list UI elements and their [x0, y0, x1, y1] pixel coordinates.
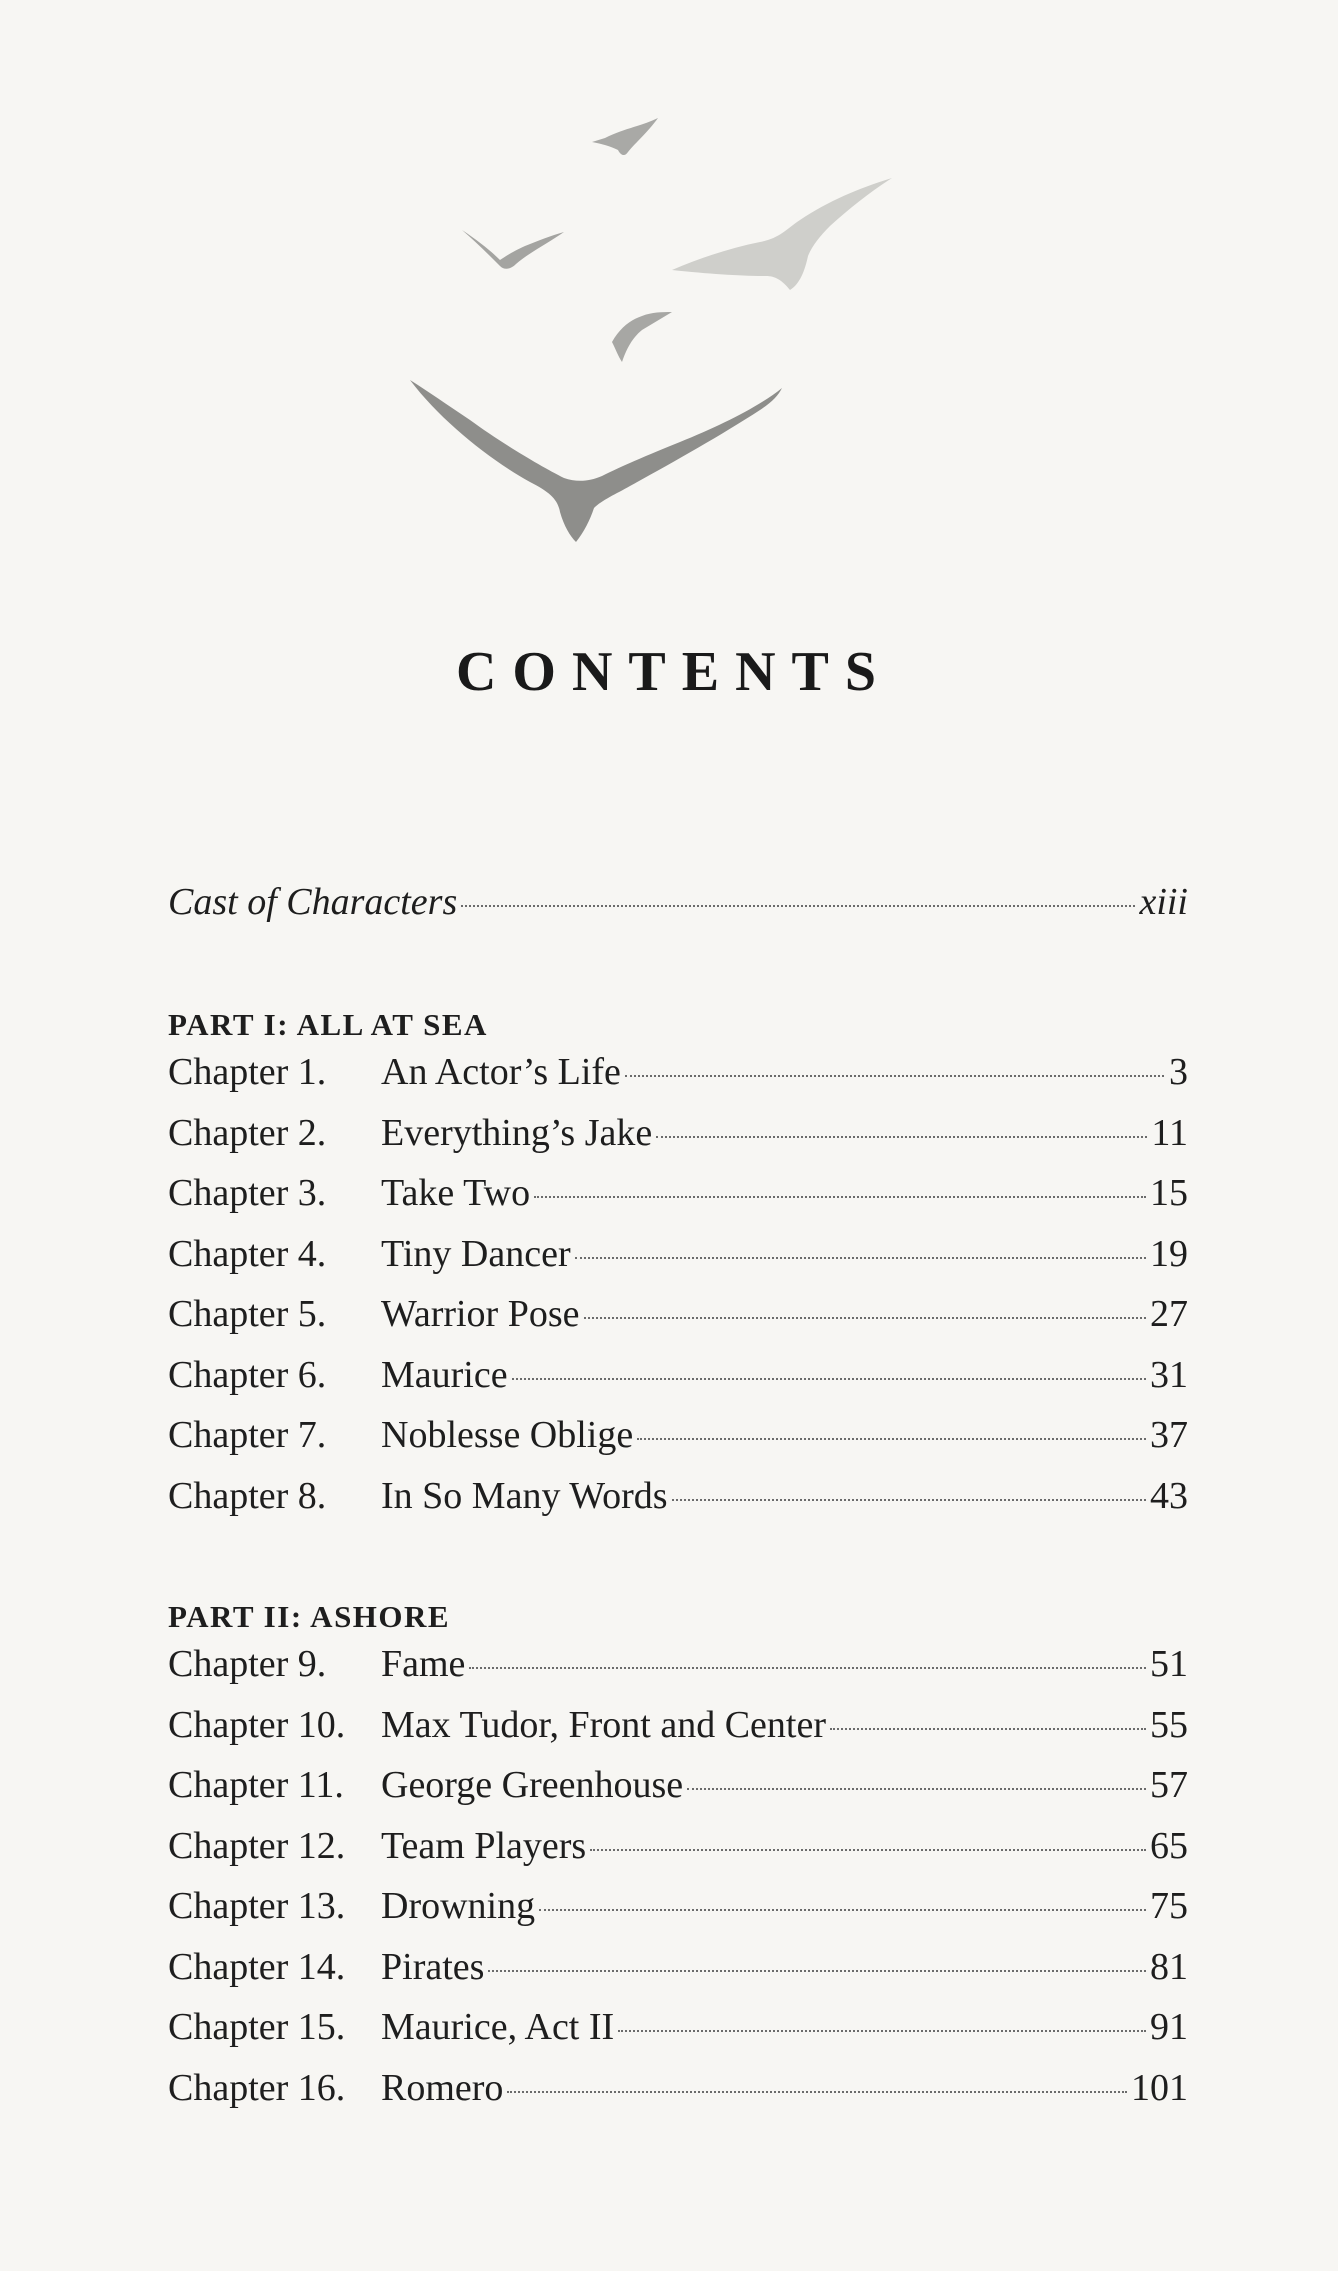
part-heading: PART I: ALL AT SEA — [168, 1007, 488, 1042]
toc-entry[interactable] — [168, 1111, 1188, 1172]
toc-entry[interactable] — [168, 1824, 1188, 1885]
chapter-number: Chapter 9. — [168, 1643, 327, 1685]
chapter-number: Chapter 16. — [168, 2066, 346, 2109]
page-number: 101 — [1131, 2066, 1188, 2109]
seagull-icon — [410, 380, 782, 542]
dot-leader — [656, 1136, 1147, 1138]
chapter-title: Noblesse Oblige — [381, 1414, 634, 1456]
dot-leader — [590, 1849, 1146, 1851]
toc-entry[interactable] — [168, 1945, 1188, 2006]
page-number: 65 — [1150, 1824, 1188, 1867]
page-number: 19 — [1150, 1232, 1188, 1275]
chapter-number: Chapter 14. — [168, 1945, 346, 1988]
seagull-icon — [672, 178, 892, 290]
chapter-title: Everything’s Jake — [381, 1111, 653, 1154]
dot-leader — [687, 1788, 1146, 1790]
page-number: 91 — [1150, 2006, 1188, 2048]
dot-leader — [512, 1378, 1146, 1380]
chapter-title: An Actor’s Life — [381, 1051, 621, 1093]
chapter-title: Team Players — [381, 1824, 587, 1867]
seagull-icon — [462, 230, 564, 269]
dot-leader — [625, 1075, 1164, 1077]
chapter-number: Chapter 11. — [168, 1764, 344, 1806]
dot-leader — [469, 1667, 1146, 1669]
chapter-number: Chapter 8. — [168, 1474, 327, 1517]
dot-leader — [534, 1196, 1146, 1198]
dot-leader — [637, 1438, 1146, 1440]
page-number: 31 — [1150, 1353, 1188, 1396]
chapter-number: Chapter 6. — [168, 1353, 327, 1396]
chapter-number: Chapter 13. — [168, 1885, 346, 1927]
page-number: xiii — [1139, 881, 1188, 923]
chapter-title: Fame — [381, 1643, 466, 1685]
dot-leader — [488, 1970, 1146, 1972]
toc-entry[interactable] — [168, 2005, 1188, 2066]
page-title: CONTENTS — [455, 641, 893, 703]
seagull-icon — [612, 312, 672, 362]
dot-leader — [672, 1499, 1146, 1501]
chapter-title: Drowning — [381, 1885, 536, 1927]
toc-entry[interactable] — [168, 1413, 1188, 1474]
dot-leader — [830, 1728, 1146, 1730]
table-of-contents — [168, 880, 1188, 2126]
chapter-number: Chapter 7. — [168, 1414, 327, 1456]
chapter-title: Pirates — [381, 1945, 485, 1988]
toc-entry[interactable] — [168, 1884, 1188, 1945]
toc-entry[interactable] — [168, 1642, 1188, 1703]
chapter-number: Chapter 12. — [168, 1824, 346, 1867]
chapter-title: Tiny Dancer — [381, 1232, 571, 1275]
toc-entry-cast-of-characters[interactable] — [168, 880, 1188, 960]
dot-leader — [575, 1257, 1146, 1259]
chapter-title: Romero — [381, 2066, 504, 2109]
toc-entry[interactable] — [168, 1171, 1188, 1232]
chapter-number: Chapter 10. — [168, 1703, 346, 1746]
page-number: 57 — [1150, 1764, 1188, 1806]
page-number: 55 — [1150, 1703, 1188, 1746]
page-number: 75 — [1150, 1885, 1188, 1927]
toc-entry[interactable] — [168, 2066, 1188, 2127]
page-number: 81 — [1150, 1945, 1188, 1988]
toc-entry[interactable] — [168, 1474, 1188, 1535]
chapter-title: Warrior Pose — [381, 1293, 580, 1335]
toc-entry[interactable] — [168, 1763, 1188, 1824]
dot-leader — [584, 1317, 1147, 1319]
chapter-title: George Greenhouse — [381, 1764, 684, 1806]
toc-entry[interactable] — [168, 1050, 1188, 1111]
seagulls-illustration — [380, 80, 1020, 590]
chapter-number: Chapter 3. — [168, 1172, 327, 1214]
chapter-title: In So Many Words — [381, 1474, 668, 1517]
page-number: 15 — [1150, 1172, 1188, 1214]
page-number: 43 — [1150, 1474, 1188, 1517]
entry-title: Cast of Characters — [168, 881, 458, 923]
chapter-title: Take Two — [381, 1172, 531, 1214]
chapter-title: Maurice, Act II — [381, 2006, 615, 2048]
page-number: 11 — [1151, 1111, 1188, 1154]
dot-leader — [618, 2030, 1146, 2032]
page-number: 3 — [1169, 1051, 1188, 1093]
chapter-number: Chapter 5. — [168, 1293, 327, 1335]
toc-entry[interactable] — [168, 1703, 1188, 1764]
dot-leader — [507, 2091, 1127, 2093]
chapter-number: Chapter 1. — [168, 1051, 327, 1093]
toc-entry[interactable] — [168, 1292, 1188, 1353]
page-number: 51 — [1150, 1643, 1188, 1685]
chapter-number: Chapter 4. — [168, 1232, 327, 1275]
dot-leader — [539, 1909, 1146, 1911]
toc-entry[interactable] — [168, 1353, 1188, 1414]
dot-leader — [461, 905, 1135, 907]
page-number: 37 — [1150, 1414, 1188, 1456]
chapter-number: Chapter 15. — [168, 2006, 346, 2048]
chapter-number: Chapter 2. — [168, 1111, 327, 1154]
part-heading: PART II: ASHORE — [168, 1599, 451, 1634]
toc-entry[interactable] — [168, 1232, 1188, 1293]
page-number: 27 — [1150, 1293, 1188, 1335]
chapter-title: Max Tudor, Front and Center — [381, 1703, 826, 1746]
seagull-icon — [592, 118, 658, 155]
chapter-title: Maurice — [381, 1353, 508, 1396]
